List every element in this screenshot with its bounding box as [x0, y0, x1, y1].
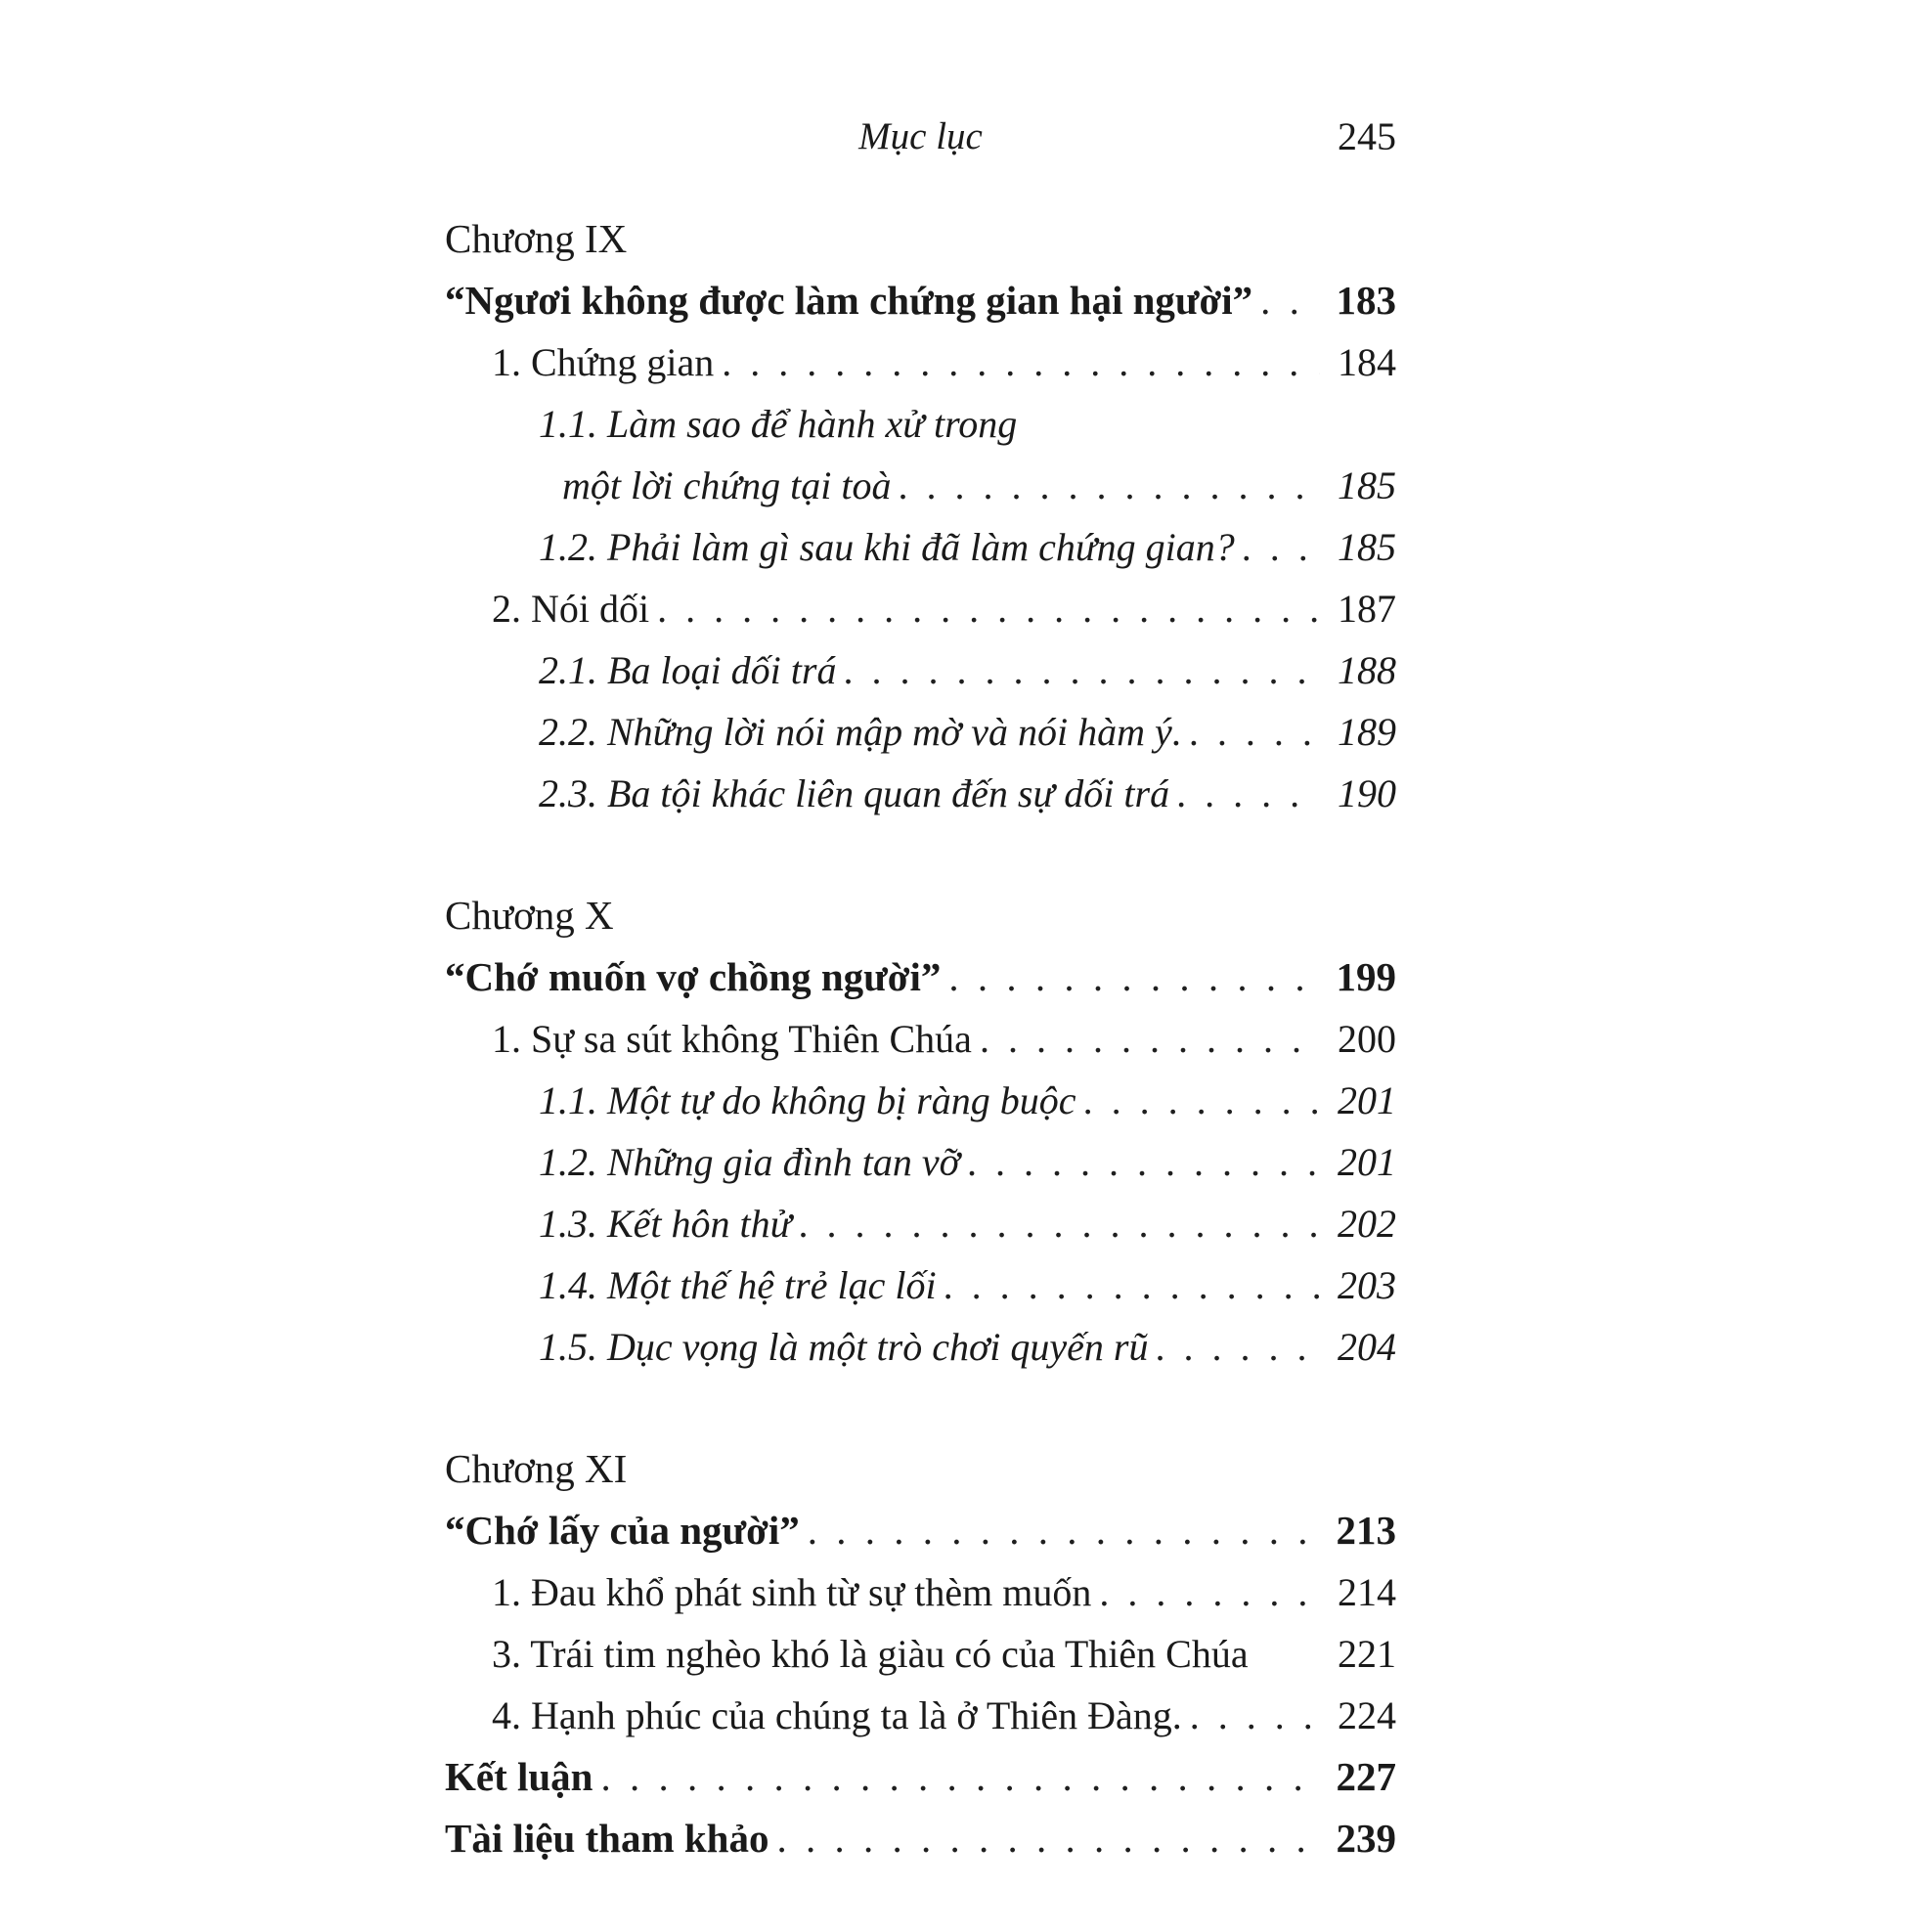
entry-text: “Chớ lấy của người” — [445, 1508, 800, 1553]
dot-leader — [899, 455, 1320, 516]
entry-text: 1. Đau khổ phát sinh từ sự thèm muốn — [492, 1570, 1092, 1614]
toc-entry — [445, 516, 1396, 578]
section-chapter-xi — [445, 1438, 1396, 1869]
dot-leader — [799, 1193, 1320, 1254]
entry-page: 227 — [1336, 1754, 1396, 1799]
toc-entry — [445, 1008, 1396, 1070]
page-title: Mục lục — [858, 115, 983, 157]
entry-text: 1.3. Kết hôn thử — [539, 1202, 792, 1246]
toc-entry — [445, 946, 1396, 1008]
toc-entry — [445, 1193, 1396, 1254]
toc-entry — [445, 639, 1396, 701]
entry-text: “Ngươi không được làm chứng gian hại người” — [445, 278, 1253, 323]
entry-text: 4. Hạnh phúc của chúng ta là ở Thiên Đàng. — [492, 1693, 1182, 1737]
dot-leader — [1190, 1685, 1320, 1746]
entry-page: 224 — [1338, 1693, 1396, 1737]
entry-text: Tài liệu tham khảo — [445, 1816, 769, 1861]
toc-entry — [445, 1500, 1396, 1561]
entry-page: 200 — [1338, 1017, 1396, 1061]
toc-entry — [445, 701, 1396, 763]
entry-page: 202 — [1338, 1202, 1396, 1246]
toc-entry — [445, 1746, 1396, 1808]
entry-page: 239 — [1336, 1816, 1396, 1861]
toc-entry — [445, 1685, 1396, 1746]
entry-text: 1.1. Một tự do không bị ràng buộc — [539, 1078, 1076, 1122]
toc-entry — [445, 455, 1396, 516]
entry-page: 204 — [1338, 1325, 1396, 1369]
dot-leader — [1099, 1561, 1320, 1623]
dot-leader — [1260, 270, 1320, 331]
entry-page: 184 — [1338, 340, 1396, 384]
entry-text: 1. Chứng gian — [492, 340, 715, 384]
entry-page: 214 — [1338, 1570, 1396, 1614]
toc-entry — [445, 1254, 1396, 1316]
entry-text: 2. Nói dối — [492, 587, 650, 631]
chapter-heading — [445, 208, 1396, 270]
entry-text: Kết luận — [445, 1754, 593, 1799]
chapter-heading-label: Chương IX — [445, 216, 628, 261]
toc-entry — [445, 1623, 1396, 1685]
dot-leader — [1084, 1070, 1320, 1131]
running-head — [445, 106, 1396, 167]
entry-text: 2.1. Ba loại dối trá — [539, 648, 837, 692]
section-chapter-x — [445, 885, 1396, 1378]
entry-page: 213 — [1336, 1508, 1396, 1553]
toc-entry — [445, 578, 1396, 639]
toc-entry — [445, 1070, 1396, 1131]
folio-page-number: 245 — [1338, 114, 1396, 158]
dot-leader — [776, 1808, 1320, 1869]
toc-entry — [445, 1808, 1396, 1869]
dot-leader — [657, 578, 1320, 639]
entry-page: 201 — [1338, 1078, 1396, 1122]
entry-text: một lời chứng tại toà — [562, 463, 892, 507]
dot-leader — [948, 946, 1320, 1008]
dot-leader — [968, 1131, 1320, 1193]
dot-leader — [1177, 763, 1320, 824]
chapter-heading-label: Chương XI — [445, 1446, 628, 1491]
toc-entry — [445, 763, 1396, 824]
toc-entry — [445, 393, 1396, 455]
dot-leader — [1190, 701, 1320, 763]
entry-text: 1.5. Dục vọng là một trò chơi quyến rũ — [539, 1325, 1149, 1369]
entry-page: 221 — [1338, 1632, 1396, 1676]
toc-entry — [445, 331, 1396, 393]
entry-text: 1.1. Làm sao để hành xử trong — [539, 402, 1018, 446]
entry-page: 185 — [1338, 525, 1396, 569]
entry-text: 1. Sự sa sút không Thiên Chúa — [492, 1017, 972, 1061]
entry-text: 3. Trái tim nghèo khó là giàu có của Thiên Chúa — [492, 1632, 1249, 1676]
dot-leader — [844, 639, 1320, 701]
entry-page: 203 — [1338, 1263, 1396, 1307]
toc-entry — [445, 1131, 1396, 1193]
entry-page: 201 — [1338, 1140, 1396, 1184]
chapter-heading — [445, 885, 1396, 946]
dot-leader — [722, 331, 1320, 393]
chapter-heading — [445, 1438, 1396, 1500]
entry-page: 187 — [1338, 587, 1396, 631]
entry-page: 188 — [1338, 648, 1396, 692]
entry-text: 2.3. Ba tội khác liên quan đến sự dối trá — [539, 771, 1170, 815]
entry-text: 2.2. Những lời nói mập mờ và nói hàm ý. — [539, 710, 1182, 754]
toc-entry — [445, 270, 1396, 331]
entry-page: 183 — [1336, 278, 1396, 323]
section-chapter-ix — [445, 208, 1396, 824]
dot-leader — [808, 1500, 1320, 1561]
entry-text: “Chớ muốn vợ chồng người” — [445, 954, 942, 999]
dot-leader — [601, 1746, 1321, 1808]
entry-page: 199 — [1336, 954, 1396, 999]
entry-text: 1.4. Một thế hệ trẻ lạc lối — [539, 1263, 937, 1307]
entry-page: 185 — [1338, 463, 1396, 507]
dot-leader — [944, 1254, 1320, 1316]
chapter-heading-label: Chương X — [445, 893, 614, 938]
entry-page: 189 — [1338, 710, 1396, 754]
dot-leader — [1243, 516, 1320, 578]
toc-entry — [445, 1561, 1396, 1623]
dot-leader — [980, 1008, 1320, 1070]
toc-entry — [445, 1316, 1396, 1378]
entry-text: 1.2. Phải làm gì sau khi đã làm chứng gian? — [539, 525, 1235, 569]
entry-text: 1.2. Những gia đình tan vỡ — [539, 1140, 960, 1184]
dot-leader — [1156, 1316, 1320, 1378]
entry-page: 190 — [1338, 771, 1396, 815]
